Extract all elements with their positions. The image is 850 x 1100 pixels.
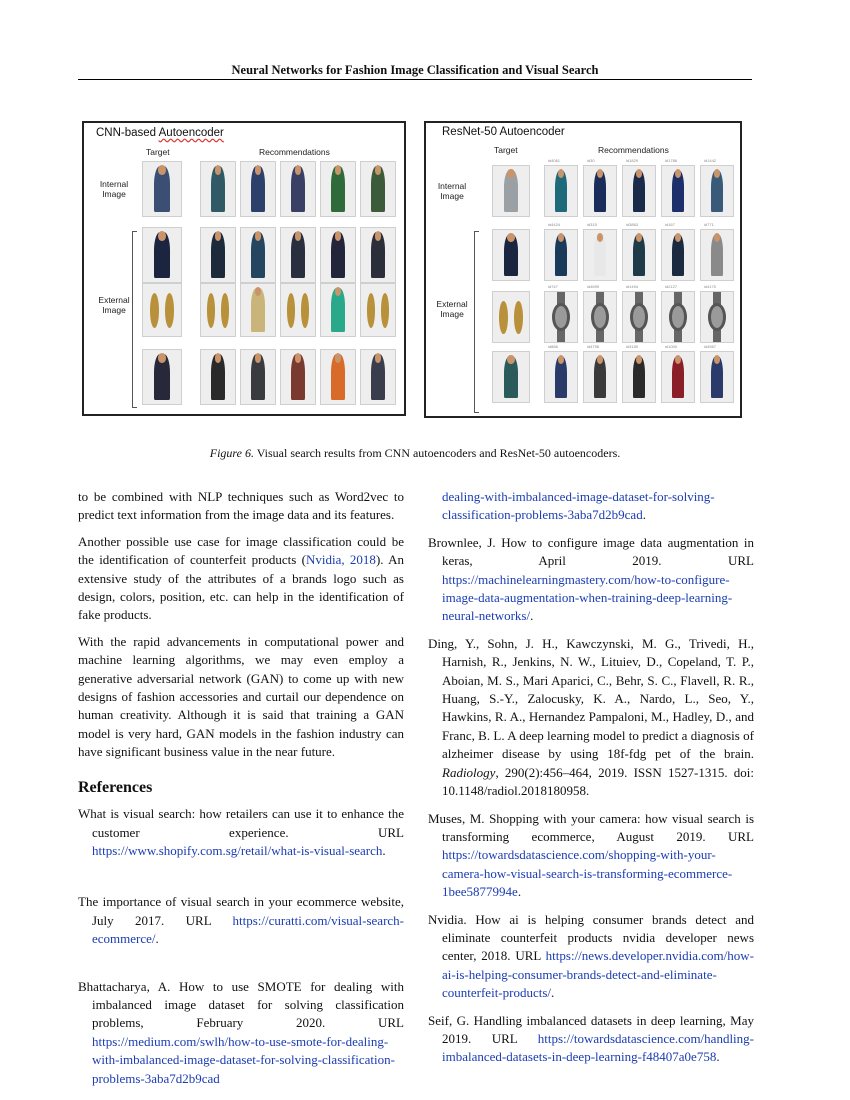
thumb-id-label: id886	[548, 344, 558, 349]
thumb-id-label: id4170	[704, 284, 717, 289]
earring-thumbnail	[360, 283, 396, 337]
apparel-thumbnail	[622, 351, 656, 403]
apparel-thumbnail	[661, 165, 695, 217]
reference-url[interactable]: https://news.developer.nvidia.com/how-ai-is-helping-consumer-brands-detect-and-eliminate-counterfeit-products/	[442, 948, 754, 1001]
apparel-thumbnail	[544, 229, 578, 281]
col-recommendations-label: Recommendations	[259, 147, 330, 157]
external-bracket	[474, 231, 479, 413]
thumb-id-label: id1000	[665, 344, 678, 349]
thumb-id-label: id1786	[665, 158, 678, 163]
row-external-label: External Image	[98, 295, 130, 315]
running-title: Neural Networks for Fashion Image Classification and Visual Search	[231, 63, 599, 77]
thumb-id-label: id3863	[626, 222, 639, 227]
earring-thumbnail	[280, 283, 316, 337]
row-external-label: External Image	[436, 299, 468, 319]
item-shape	[552, 303, 570, 331]
apparel-thumbnail	[583, 165, 617, 217]
item-shape	[165, 293, 174, 327]
apparel-thumbnail	[544, 165, 578, 217]
text-span: Another possible use case for image classification could be the identification of counterfeit products (	[78, 533, 404, 568]
reference-item-1	[78, 805, 404, 860]
apparel-thumbnail	[280, 349, 316, 405]
apparel-thumbnail	[661, 351, 695, 403]
reference-item-3	[78, 978, 404, 1088]
period: .	[530, 608, 534, 624]
apparel-thumbnail	[200, 349, 236, 405]
reference-tail: , 290(2):456–464, 2019. ISSN 1527-1315. doi: 10.1148/radiol.2018180958.	[442, 764, 754, 799]
head-shape	[158, 165, 166, 175]
thumb-id-label: id4699	[587, 284, 600, 289]
apparel-thumbnail	[492, 165, 530, 217]
apparel-thumbnail	[360, 161, 396, 217]
item-shape	[591, 303, 609, 331]
reference-item-7	[428, 911, 754, 1003]
apparel-thumbnail	[661, 229, 695, 281]
item-shape	[221, 293, 229, 327]
reference-url-continued[interactable]: dealing-with-imbalanced-image-dataset-for-solving-classification-problems-3aba7d2b9cad	[442, 489, 715, 523]
item-shape	[669, 303, 687, 331]
period: .	[155, 931, 159, 947]
reference-url[interactable]: https://medium.com/swlh/how-to-use-smote-for-dealing-with-imbalanced-image-dataset-for-solving-classification-problems-3aba7d2b9cad	[92, 1033, 395, 1086]
apparel-thumbnail	[583, 351, 617, 403]
reference-item-4	[428, 534, 754, 626]
period: .	[551, 985, 555, 1001]
reference-item-3-continued	[428, 488, 754, 525]
apparel-thumbnail	[700, 351, 734, 403]
references-heading: References	[78, 778, 153, 796]
item-shape	[630, 303, 648, 331]
period: .	[716, 1049, 720, 1065]
head-shape	[507, 355, 514, 364]
thumb-id-label: id4424	[548, 222, 561, 227]
apparel-thumbnail	[700, 165, 734, 217]
apparel-thumbnail	[320, 161, 356, 217]
panel-title-prefix: CNN-based	[96, 127, 159, 139]
item-shape	[381, 293, 389, 327]
header-rule	[78, 79, 752, 80]
apparel-thumbnail	[492, 351, 530, 403]
head-shape	[507, 169, 514, 178]
col-target-label: Target	[146, 147, 170, 157]
panel-title: ResNet-50 Autoencoder	[442, 126, 565, 138]
reference-text: Brownlee, J. How to configure image data augmentation in keras, April 2019. URL	[428, 534, 754, 569]
paragraph-counterfeit	[78, 533, 404, 625]
reference-text: Muses, M. Shopping with your camera: how visual search is transforming ecommerce, August 2019. URL	[428, 810, 754, 844]
apparel-thumbnail	[240, 283, 276, 337]
earring-thumbnail	[492, 291, 530, 343]
figure-panel-cnn-autoencoder	[82, 121, 406, 416]
thumb-id-label: id315	[587, 222, 597, 227]
reference-text: The importance of visual search in your ecommerce website, July 2017. URL	[78, 894, 404, 928]
reference-url[interactable]: https://www.shopify.com.sg/retail/what-is-visual-search	[92, 842, 383, 858]
reference-text: What is visual search: how retailers can use it to enhance the customer experience. URL	[78, 806, 404, 840]
thumb-id-label: id30	[587, 158, 595, 163]
paragraph-word2vec: to be combined with NLP techniques such as Word2vec to predict text information from the image data and its features.	[78, 489, 404, 523]
reference-item-5	[428, 635, 754, 801]
head-shape	[507, 233, 514, 242]
thumb-id-label: id3150	[626, 344, 639, 349]
reference-item-2	[78, 893, 404, 948]
item-shape	[514, 301, 523, 334]
reference-item-6	[428, 810, 754, 902]
right-column	[428, 488, 754, 1076]
col-recommendations-label: Recommendations	[598, 145, 669, 155]
period: .	[517, 884, 522, 900]
thumb-id-label: id1442	[704, 158, 717, 163]
earring-thumbnail	[142, 283, 182, 337]
apparel-thumbnail	[360, 349, 396, 405]
apparel-thumbnail	[583, 229, 617, 281]
reference-text: Seif, G. Handling imbalanced datasets in deep learning, May 2019. URL	[428, 1012, 754, 1046]
item-shape	[301, 293, 309, 327]
reference-url[interactable]: https://towardsdatascience.com/shopping-with-your-camera-how-visual-search-is-transforming-ecommerce-1bee5877994e	[442, 847, 733, 900]
apparel-thumbnail	[360, 227, 396, 283]
thumb-id-label: id4796	[587, 344, 600, 349]
thumb-id-label: id4061	[548, 158, 561, 163]
reference-url[interactable]: https://machinelearningmastery.com/how-to-configure-image-data-augmentation-when-training-deep-learning-neural-networks/	[442, 571, 733, 624]
head-shape	[158, 231, 166, 241]
apparel-thumbnail	[320, 283, 356, 337]
apparel-thumbnail	[142, 349, 182, 405]
apparel-thumbnail	[622, 165, 656, 217]
reference-text: Nvidia. How ai is helping consumer brands detect and eliminate counterfeit products nvidia developer news center, 2018. URL	[428, 911, 754, 964]
item-shape	[367, 293, 375, 327]
earring-thumbnail	[200, 283, 236, 337]
apparel-thumbnail	[492, 229, 530, 281]
panel-title	[96, 127, 224, 139]
thumb-id-label: id1829	[626, 158, 639, 163]
period: .	[382, 842, 386, 858]
watch-thumbnail	[583, 291, 617, 343]
col-target-label: Target	[494, 145, 518, 155]
apparel-thumbnail	[200, 161, 236, 217]
item-shape	[207, 293, 215, 327]
thumb-id-label: id167	[665, 222, 675, 227]
apparel-thumbnail	[240, 161, 276, 217]
head-shape	[158, 353, 166, 363]
thumb-id-label: id1494	[626, 284, 639, 289]
spacer	[78, 958, 404, 978]
apparel-thumbnail	[240, 349, 276, 405]
reference-text: Bhattacharya, A. How to use SMOTE for dealing with imbalanced image dataset for solving classification problems, February 2020. URL	[78, 978, 404, 1031]
apparel-thumbnail	[622, 229, 656, 281]
apparel-thumbnail	[700, 229, 734, 281]
thumb-id-label: id4567	[704, 344, 717, 349]
apparel-thumbnail	[320, 227, 356, 283]
apparel-thumbnail	[142, 161, 182, 217]
period: .	[642, 507, 646, 523]
spacer	[78, 869, 404, 893]
caption-text: Visual search results from CNN autoencoders and ResNet-50 autoencoders.	[253, 446, 621, 460]
figure-caption	[78, 446, 752, 461]
reference-text: Ding, Y., Sohn, J. H., Kawczynski, M. G., Trivedi, H., Harnish, R., Jenkins, N. W., Lituiev, D., Copeland, T. P., Aboian, M. S., Mari Aparici, C., Behr, S. C., Flavell, R. R., Huang, S.-Y., Zalocusky, K. A., Nardo, L., Seo, Y., Hawkins, R. A., Hernandez Pampaloni, M., Hadley, D., and Franc, B. L. A deep learning model to predict a diagnosis of alzheimer disease by using 18f-fdg pet of the brain.	[428, 635, 754, 762]
apparel-thumbnail	[280, 227, 316, 283]
watch-thumbnail	[622, 291, 656, 343]
paragraph-gan: With the rapid advancements in computational power and machine learning algorithms, we may even employ a generative adversarial network (GAN) to come up with new designs of fashion accessories and curtail our dependence on human creativity. Although it is said that training a GAN model is very hard, GAN models in the fashion industry can have significant business value in the near future.	[78, 633, 404, 760]
journal-name: Radiology	[442, 764, 496, 780]
citation-link-nvidia[interactable]: Nvidia, 2018	[305, 552, 376, 568]
thumb-id-label: id771	[704, 222, 714, 227]
panel-title-underlined: Autoencoder	[158, 127, 224, 139]
left-column	[78, 488, 404, 1097]
apparel-thumbnail	[280, 161, 316, 217]
figure-panel-resnet-autoencoder	[424, 121, 742, 418]
apparel-thumbnail	[240, 227, 276, 283]
reference-item-8	[428, 1012, 754, 1067]
external-bracket	[132, 231, 137, 408]
apparel-thumbnail	[200, 227, 236, 283]
watch-thumbnail	[661, 291, 695, 343]
apparel-thumbnail	[142, 227, 182, 283]
reference-url[interactable]: https://curatti.com/visual-search-ecommerce/	[92, 912, 404, 947]
row-internal-label: Internal Image	[437, 181, 467, 201]
thumb-id-label: id2127	[665, 284, 678, 289]
item-shape	[499, 301, 508, 334]
thumb-id-label: id747	[548, 284, 558, 289]
item-shape	[150, 293, 159, 327]
watch-thumbnail	[544, 291, 578, 343]
item-shape	[287, 293, 295, 327]
watch-thumbnail	[700, 291, 734, 343]
row-internal-label: Internal Image	[99, 179, 129, 199]
apparel-thumbnail	[320, 349, 356, 405]
caption-label: Figure 6.	[209, 446, 254, 460]
apparel-thumbnail	[544, 351, 578, 403]
text-span: ). An extensive study of the attributes of a brands logo such as design, colors, position, etc. can help in the identification of fake products.	[78, 552, 404, 623]
item-shape	[708, 303, 726, 331]
reference-url[interactable]: https://towardsdatascience.com/handling-imbalanced-datasets-in-deep-learning-f48407a0e758	[442, 1030, 754, 1065]
